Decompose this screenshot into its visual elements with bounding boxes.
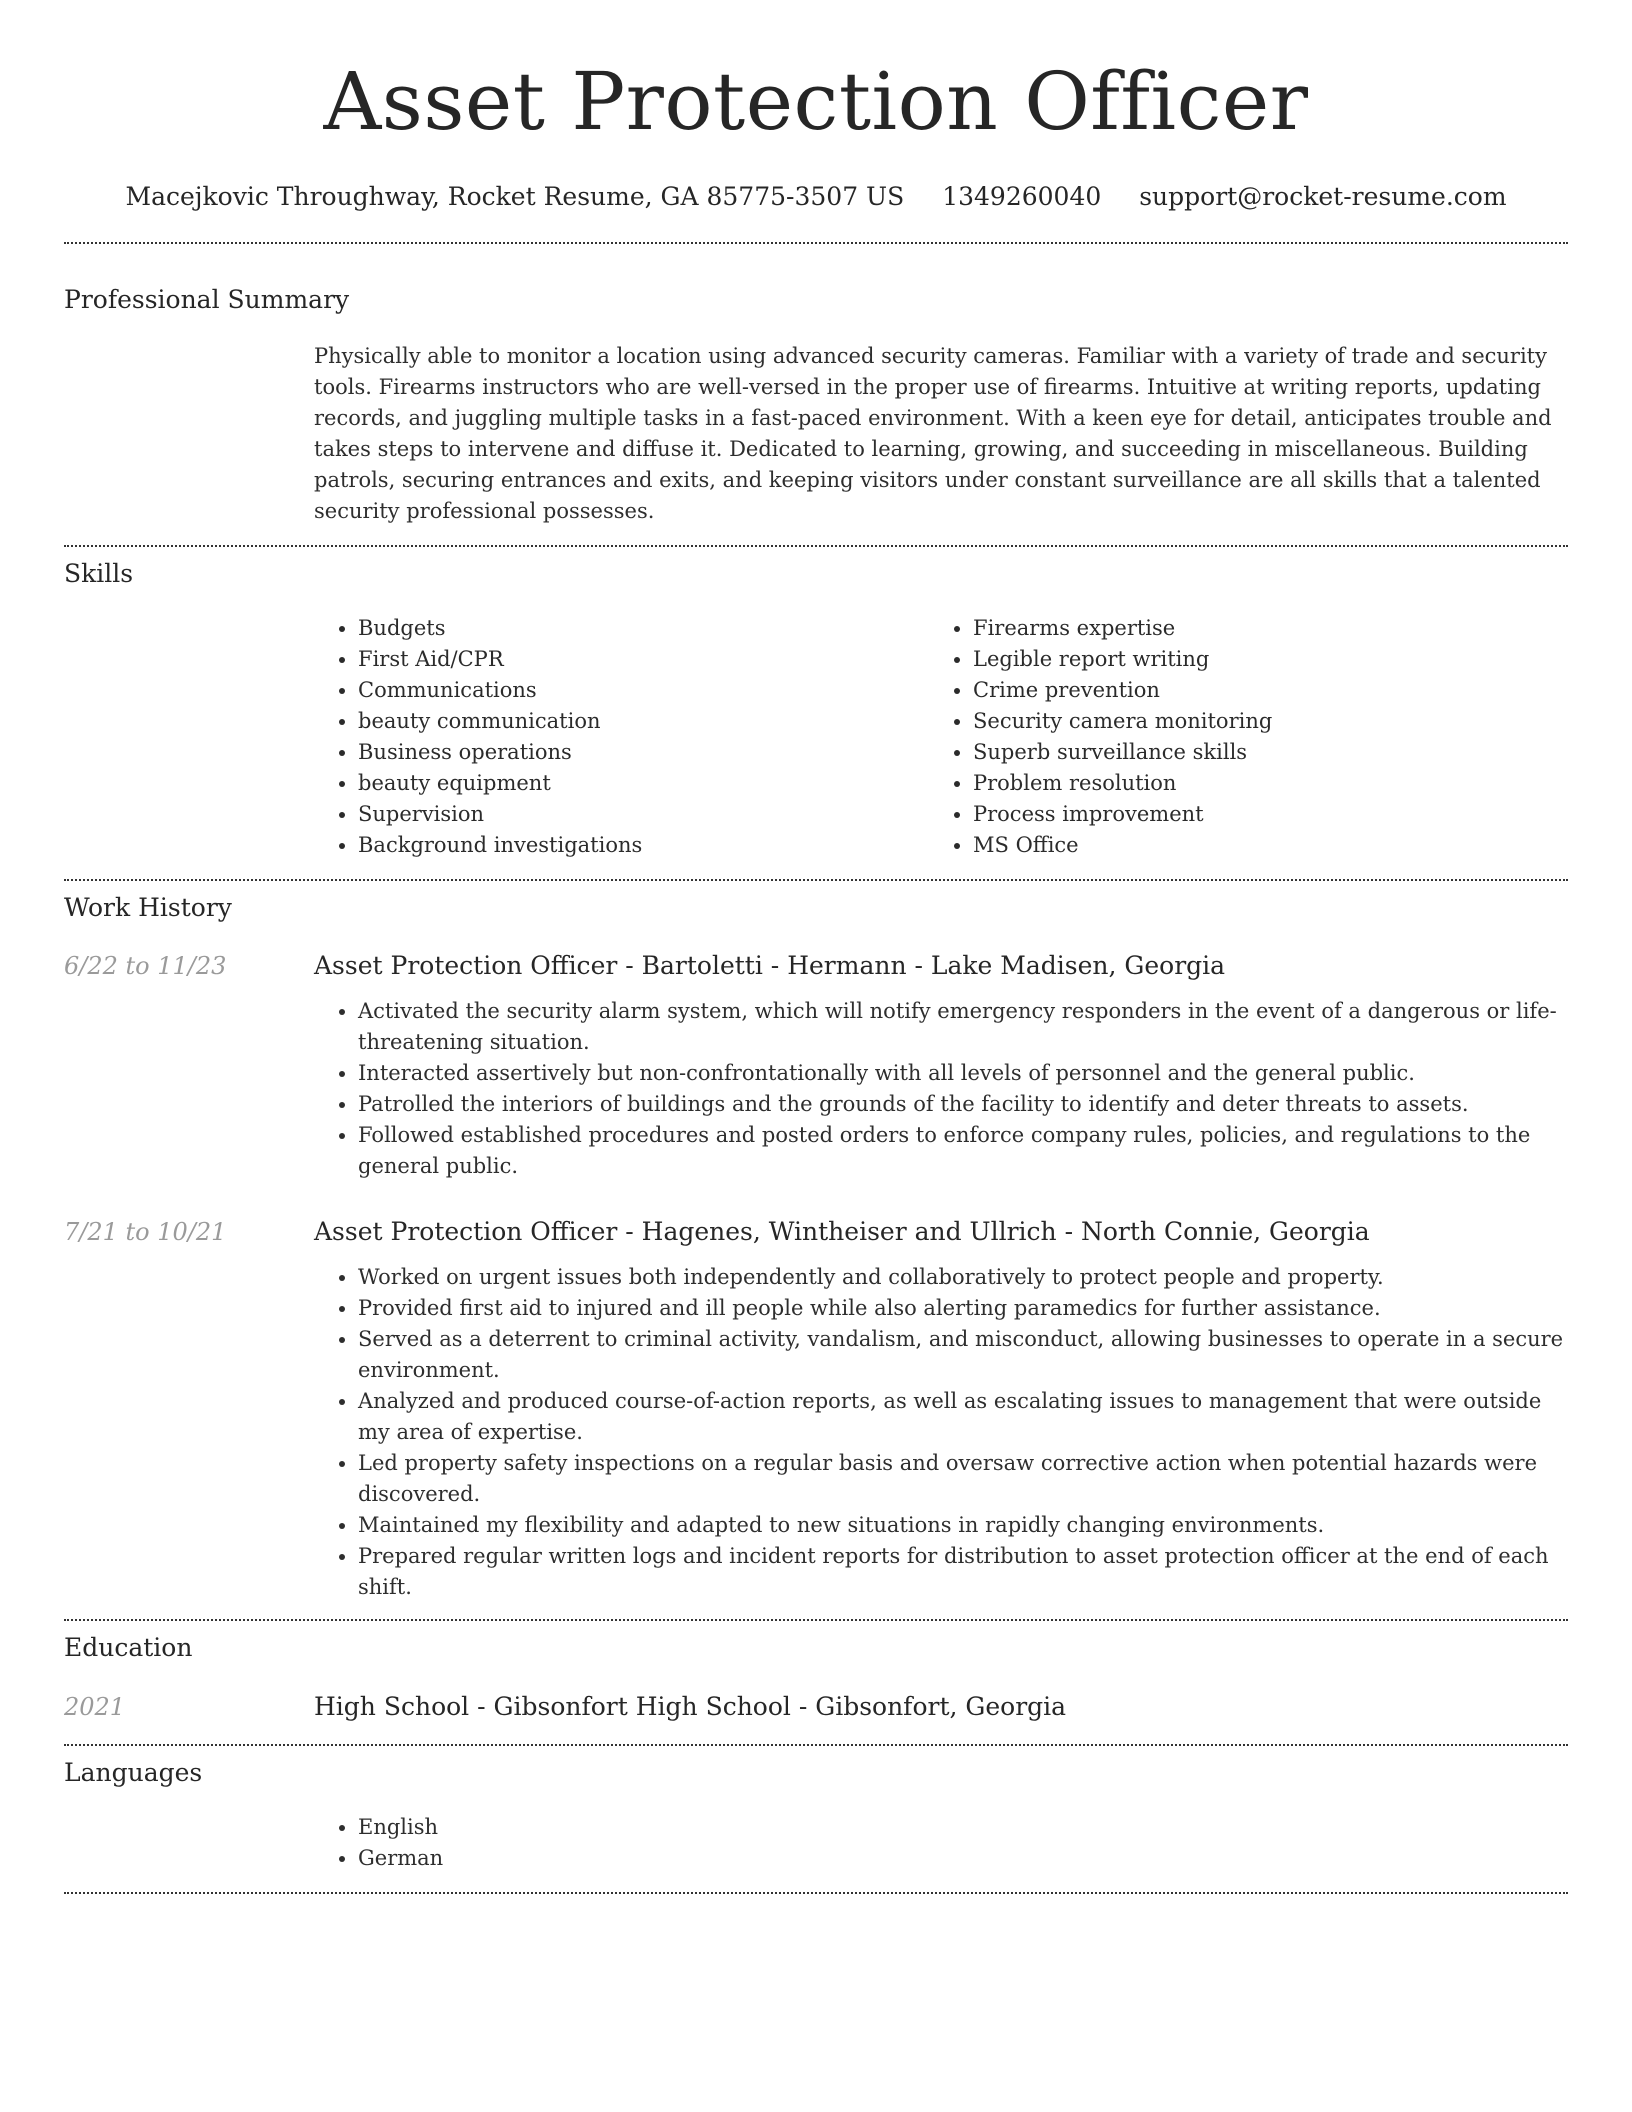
section-title-summary: Professional Summary [64,285,350,314]
section-title-work-history: Work History [64,893,232,922]
job-entry [64,1215,1568,1619]
skills-grid [314,613,1568,879]
job-dates: 6/22 to 11/23 [64,952,227,980]
skill-item: • Background investigations [358,830,929,861]
job-bullet: • Provided first aid to injured and ill people while also alerting paramedics for further assistance. [358,1293,1568,1324]
contact-email: support@rocket-resume.com [1139,182,1507,211]
skills-list-right [929,613,1544,861]
contact-phone: 1349260040 [942,182,1102,211]
skill-item: • Security camera monitoring [973,706,1544,737]
education-entry [64,1690,1568,1744]
job-bullet: • Patrolled the interiors of buildings and the grounds of the facility to identify and deter threats to assets. [358,1089,1568,1120]
job-dates: 7/21 to 10/21 [64,1218,227,1246]
skills-list-left [314,613,929,861]
language-item: • German [358,1843,1568,1874]
skill-item: • Problem resolution [973,768,1544,799]
skill-item: • Business operations [358,737,929,768]
section-title-languages: Languages [64,1758,203,1787]
skill-item: • Budgets [358,613,929,644]
contact-address: Macejkovic Throughway, Rocket Resume, GA 85775-3507 US [125,182,905,211]
languages-section [64,1746,1568,1892]
job-title: Asset Protection Officer - Bartoletti - Hermann - Lake Madisen, Georgia [314,951,1226,980]
skill-item: • Legible report writing [973,644,1544,675]
job-bullet: • Analyzed and produced course-of-action reports, as well as escalating issues to management that were outside my area of expertise. [358,1386,1568,1448]
job-bullets [314,1262,1568,1619]
job-bullet: • Prepared regular written logs and incident reports for distribution to asset protection officer at the end of each shift. [358,1541,1568,1603]
skill-item: • Crime prevention [973,675,1544,706]
education-title: High School - Gibsonfort High School - Gibsonfort, Georgia [314,1692,1067,1721]
job-bullets [314,996,1568,1182]
language-item: • English [358,1812,1568,1843]
job-title: Asset Protection Officer - Hagenes, Wintheiser and Ullrich - North Connie, Georgia [314,1217,1370,1246]
work-history-section [64,881,1568,1619]
skill-item: • beauty communication [358,706,929,737]
skill-item: • First Aid/CPR [358,644,929,675]
languages-list [314,1812,1568,1892]
education-year: 2021 [64,1693,126,1721]
job-header [64,1215,1568,1249]
education-section [64,1621,1568,1744]
job-bullet: • Followed established procedures and posted orders to enforce company rules, policies, and regulations to the general public. [358,1120,1568,1182]
skills-section [64,547,1568,879]
job-header [64,949,1568,983]
section-title-skills: Skills [64,559,134,588]
skill-item: • MS Office [973,830,1544,861]
skill-item: • Process improvement [973,799,1544,830]
section-title-education: Education [64,1633,193,1662]
job-bullet: • Worked on urgent issues both independently and collaboratively to protect people and property. [358,1262,1568,1293]
summary-text: Physically able to monitor a location using advanced security cameras. Familiar with a variety of trade and security tools. Firearms instructors who are well-versed in the proper use of firearms. Intuitive at writing reports, updating records, and juggling multiple tasks in a fast-paced environment. With a keen eye for detail, anticipates trouble and takes steps to intervene and diffuse it. Dedicated to learning, growing, and succeeding in miscellaneous. Building patrols, securing entrances and exits, and keeping visitors under constant surveillance are all skills that a talented security professional possesses. [314,344,1552,523]
skill-item: • Superb surveillance skills [973,737,1544,768]
skill-item: • Supervision [358,799,929,830]
job-bullet: • Interacted assertively but non-confrontationally with all levels of personnel and the general public. [358,1058,1568,1089]
contact-line [64,180,1568,214]
summary-section [64,244,1568,545]
job-bullet: • Served as a deterrent to criminal activity, vandalism, and misconduct, allowing businesses to operate in a secure environment. [358,1324,1568,1386]
section-divider [64,1892,1568,1894]
job-bullet: • Maintained my flexibility and adapted to new situations in rapidly changing environments. [358,1510,1568,1541]
job-bullet: • Led property safety inspections on a regular basis and oversaw corrective action when potential hazards were discovered. [358,1448,1568,1510]
candidate-name: Asset Protection Officer [323,55,1309,148]
job-bullet: • Activated the security alarm system, which will notify emergency responders in the event of a dangerous or life-threatening situation. [358,996,1568,1058]
skill-item: • beauty equipment [358,768,929,799]
skill-item: • Communications [358,675,929,706]
skill-item: • Firearms expertise [973,613,1544,644]
job-entry [64,949,1568,1182]
